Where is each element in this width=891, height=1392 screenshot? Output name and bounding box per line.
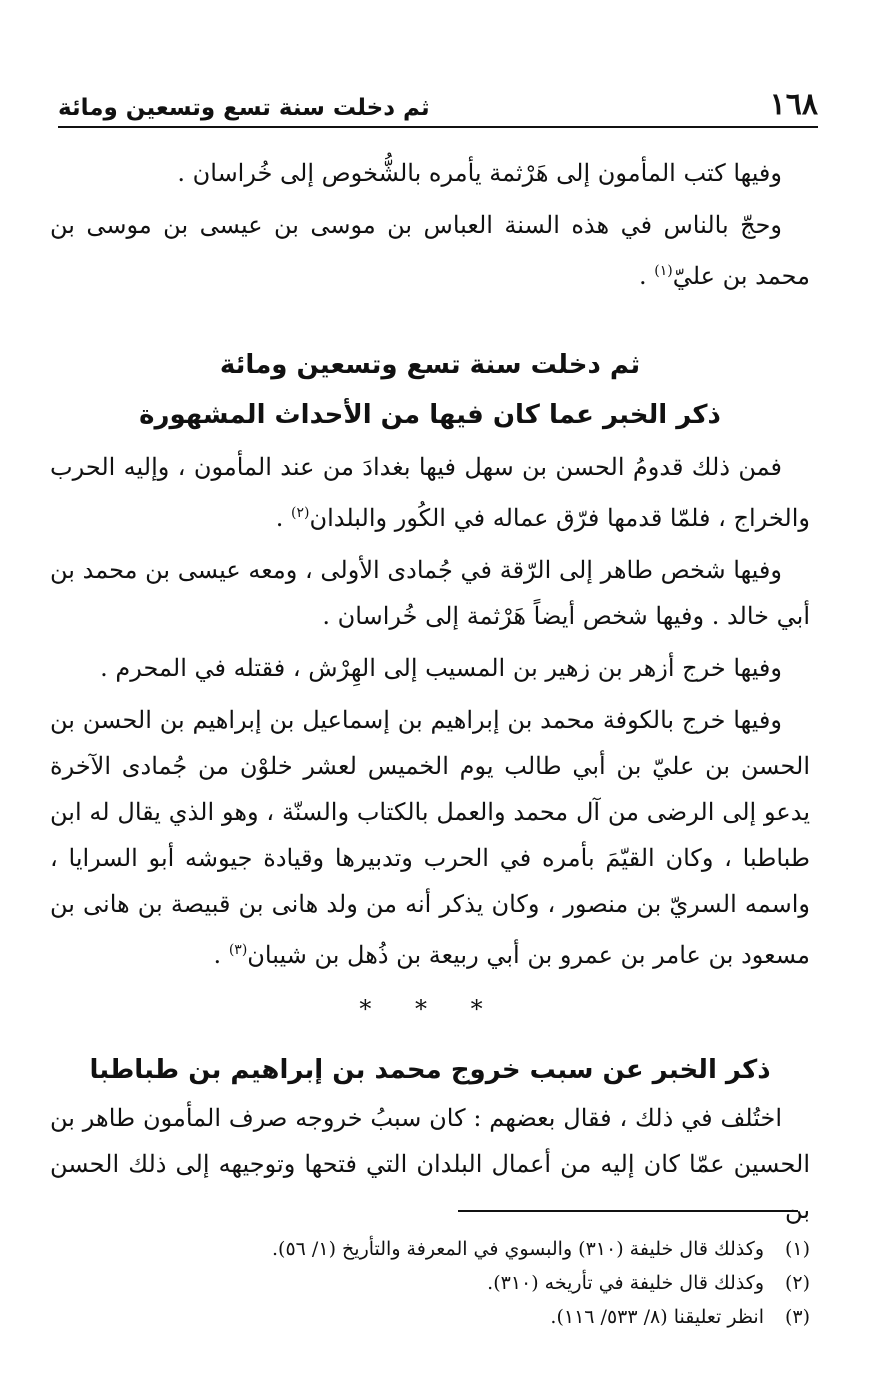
paragraph-text: وحجّ بالناس في هذه السنة العباس بن موسى بن عيسى بن موسى بن محمد بن عليّ xyxy=(50,211,810,290)
running-title: ثم دخلت سنة تسع وتسعين ومائة xyxy=(58,95,430,121)
footnote-text: وكذلك قال خليفة في تأريخه (٣١٠). xyxy=(487,1272,764,1294)
section-heading: ذكر الخبر عن سبب خروج محمد بن إبراهيم بن طباطبا xyxy=(89,1055,771,1085)
paragraph: وفيها كتب المأمون إلى هَرْثمة يأمره بالشُّخوص إلى خُراسان . xyxy=(177,159,782,187)
footnote xyxy=(50,1232,810,1266)
paragraph: وفيها شخص طاهر إلى الرّقة في جُمادى الأولى ، ومعه عيسى بن محمد بن أبي خالد . وفيها شخص أيضاً هَرْثمة إلى خُراسان . xyxy=(50,556,810,630)
footnote xyxy=(50,1300,810,1334)
footnote-divider xyxy=(458,1210,798,1212)
page-header xyxy=(58,80,818,128)
footnote-ref: (٣) xyxy=(228,942,248,958)
paragraph: فمن ذلك قدومُ الحسن بن سهل فيها بغدادَ من عند المأمون ، وإليه الحرب والخراج ، فلمّا قدمها فرّق عماله في الكُور والبلدان$^{(٢)}$ . xyxy=(50,453,810,532)
footnote-ref: (١) xyxy=(654,263,673,279)
paragraph: وحجّ بالناس في هذه السنة العباس بن موسى بن عيسى بن موسى بن محمد بن عليّ$^{(١)}$ . xyxy=(50,211,810,290)
page-number: ١٦٨ xyxy=(769,87,818,122)
intro-text xyxy=(50,150,810,305)
footnote-ref: (٢) xyxy=(291,505,310,521)
paragraph: اختُلف في ذلك ، فقال بعضهم : كان سببُ خروجه صرف المأمون طاهر بن الحسين عمّا كان إليه من أعمال البلدان التي فتحها وتوجيهه إلى ذلك الحسن بن xyxy=(50,1104,810,1224)
footnote-text: انظر تعليقنا (٨/ ٥٣٣/ ١١٦). xyxy=(550,1306,764,1328)
footnote xyxy=(50,1266,810,1300)
footnote-number: (٢) xyxy=(784,1272,810,1294)
section-events xyxy=(50,340,810,1040)
section-heading: ثم دخلت سنة تسع وتسعين ومائة xyxy=(219,350,641,380)
paragraph: وفيها خرج بالكوفة محمد بن إبراهيم بن إسماعيل بن إبراهيم بن الحسن بن الحسن بن عليّ بن أبي طالب يوم الخميس لعشر خلوْن من جُمادى الآخرة يدعو إلى الرضى من آل محمد والعمل بالكتاب والسنّة ، وهو الذي يقال له ابن طباطبا ، وكان القيّمَ بأمره في الحرب وتدبيرها وقيادة جيوشه أبو السرايا ، واسمه السريّ بن منصور ، وكان يذكر أنه من ولد هانى بن قبيصة بن هانى بن مسعود بن عامر بن عمرو بن أبي ربيعة بن ذُهل بن شيبان$^{(٣)}$ . xyxy=(50,706,810,969)
section-divider-stars: * * * xyxy=(359,995,501,1023)
paragraph: وفيها خرج أزهر بن زهير بن المسيب إلى الهِرْش ، فقتله في المحرم . xyxy=(100,654,782,682)
footnote-number: (٣) xyxy=(784,1306,810,1328)
footnote-text: وكذلك قال خليفة (٣١٠) والبسوي في المعرفة والتأريخ (١/ ٥٦). xyxy=(272,1238,764,1260)
paragraph-text: وفيها خرج بالكوفة محمد بن إبراهيم بن إسماعيل بن إبراهيم بن الحسن بن الحسن بن عليّ بن أبي طالب يوم الخميس لعشر خلوْن من جُمادى الآخرة يدعو إلى الرضى من آل محمد والعمل بالكتاب والسنّة ، وهو الذي يقال له ابن طباطبا ، وكان القيّمَ بأمره في الحرب وتدبيرها وقيادة جيوشه أبو السرايا ، واسمه السريّ بن منصور ، وكان يذكر أنه من ولد هانى بن قبيصة بن هانى بن مسعود بن عامر بن عمرو بن أبي ربيعة بن ذُهل بن شيبان xyxy=(50,706,810,969)
footnote-number: (١) xyxy=(784,1238,810,1260)
section-subheading: ذكر الخبر عما كان فيها من الأحداث المشهورة xyxy=(139,400,721,430)
paragraph-text: فمن ذلك قدومُ الحسن بن سهل فيها بغدادَ من عند المأمون ، وإليه الحرب والخراج ، فلمّا قدمها فرّق عماله في الكُور والبلدان xyxy=(50,453,810,532)
footnotes xyxy=(50,1232,810,1334)
